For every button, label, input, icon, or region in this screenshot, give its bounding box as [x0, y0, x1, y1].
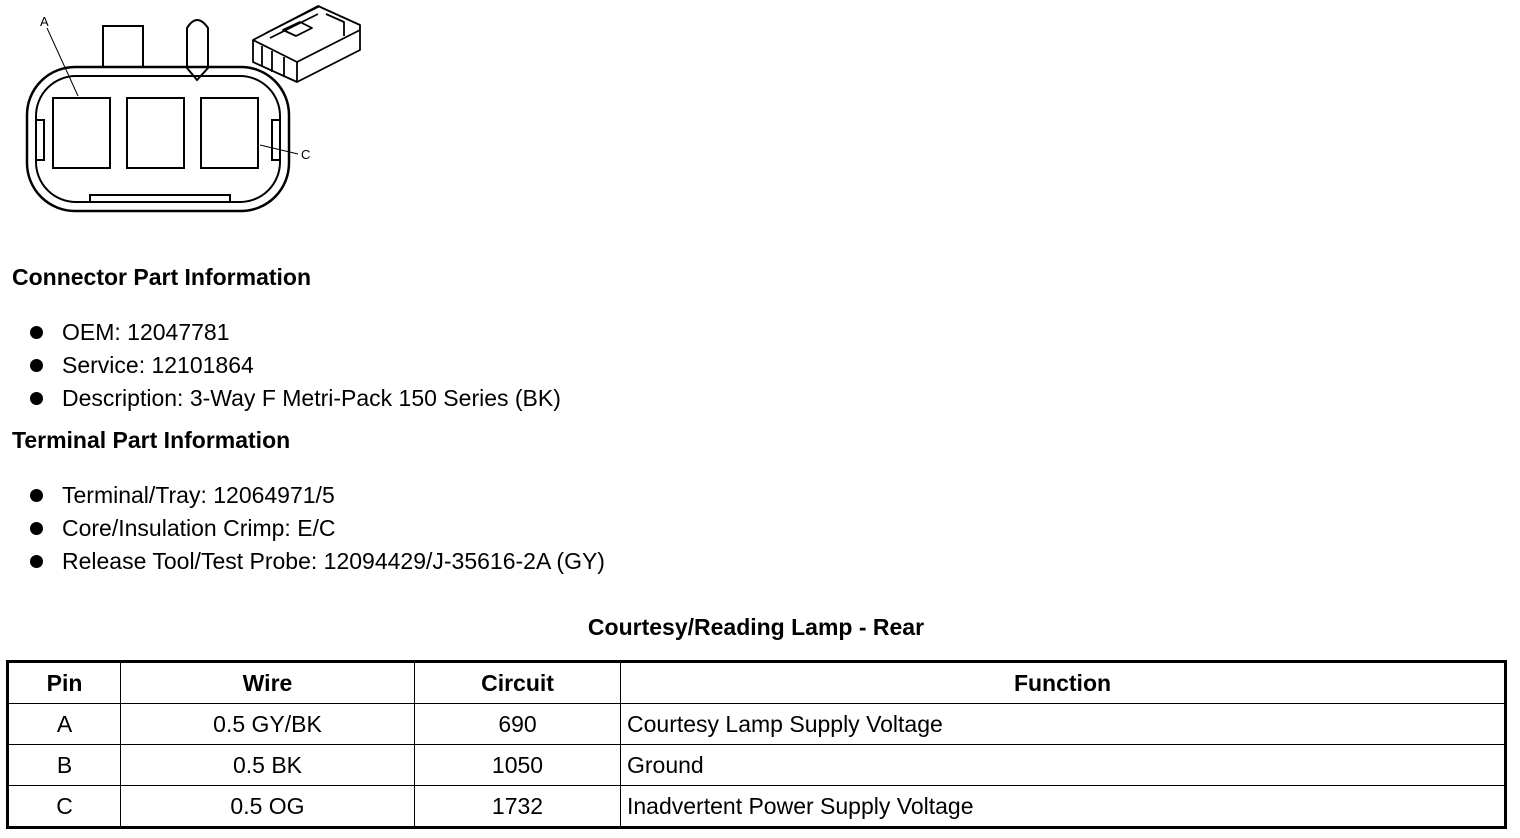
pin-label-a: A	[40, 14, 49, 29]
cell-circuit: 690	[415, 704, 621, 745]
cavity-a	[53, 98, 110, 168]
connector-info-heading: Connector Part Information	[12, 264, 312, 290]
bullet-icon	[30, 392, 43, 405]
column-header-pin: Pin	[8, 662, 121, 704]
cavity-b	[127, 98, 184, 168]
terminal-info-heading: Terminal Part Information	[12, 427, 291, 453]
column-header-function: Function	[621, 662, 1506, 704]
column-header-circuit: Circuit	[415, 662, 621, 704]
list-item	[30, 545, 605, 578]
list-item	[30, 316, 561, 349]
bullet-icon	[30, 326, 43, 339]
connector-diagram	[0, 0, 380, 220]
connector-service: Service: 12101864	[62, 352, 254, 378]
connector-body-outer	[27, 67, 289, 211]
cell-function: Inadvertent Power Supply Voltage	[621, 786, 1506, 828]
table-row	[8, 704, 1506, 745]
list-item	[30, 349, 561, 382]
pin-table	[6, 660, 1507, 829]
terminal-info-list	[30, 479, 605, 578]
bullet-icon	[30, 555, 43, 568]
table-header-row	[8, 662, 1506, 704]
connector-body-inner	[36, 76, 280, 202]
cell-function: Ground	[621, 745, 1506, 786]
terminal-tray: Terminal/Tray: 12064971/5	[62, 482, 335, 508]
cell-pin: C	[8, 786, 121, 828]
list-item	[30, 479, 605, 512]
list-item	[30, 512, 605, 545]
terminal-crimp: Core/Insulation Crimp: E/C	[62, 515, 336, 541]
cell-pin: B	[8, 745, 121, 786]
column-header-wire: Wire	[121, 662, 415, 704]
connector-description: Description: 3-Way F Metri-Pack 150 Series (BK)	[62, 385, 561, 411]
cell-wire: 0.5 GY/BK	[121, 704, 415, 745]
cell-wire: 0.5 OG	[121, 786, 415, 828]
table-row	[8, 745, 1506, 786]
cell-wire: 0.5 BK	[121, 745, 415, 786]
pin-label-c: C	[301, 147, 311, 162]
cell-pin: A	[8, 704, 121, 745]
table-title: Courtesy/Reading Lamp - Rear	[587, 614, 925, 640]
terminal-release-tool: Release Tool/Test Probe: 12094429/J-35616-2A (GY)	[62, 548, 605, 574]
bullet-icon	[30, 489, 43, 502]
cell-circuit: 1732	[415, 786, 621, 828]
connector-key-tab	[187, 20, 208, 80]
connector-isometric-icon	[253, 6, 360, 82]
cavity-c	[201, 98, 258, 168]
cell-function: Courtesy Lamp Supply Voltage	[621, 704, 1506, 745]
list-item	[30, 382, 561, 415]
connector-info-list	[30, 316, 561, 415]
bullet-icon	[30, 359, 43, 372]
table-row	[8, 786, 1506, 828]
connector-oem: OEM: 12047781	[62, 319, 230, 345]
connector-lock-tab	[103, 26, 143, 68]
cell-circuit: 1050	[415, 745, 621, 786]
bullet-icon	[30, 522, 43, 535]
